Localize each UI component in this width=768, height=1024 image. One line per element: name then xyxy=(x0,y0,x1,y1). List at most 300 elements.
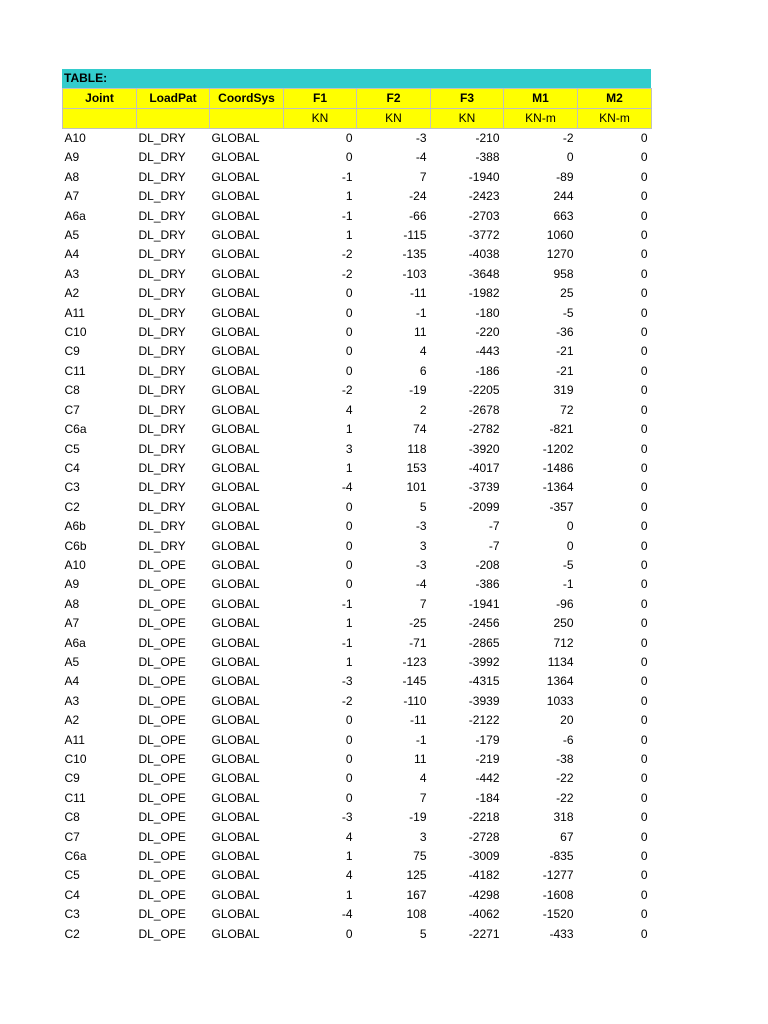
loadpat-cell: DL_DRY xyxy=(138,189,186,204)
joint-cell: A9 xyxy=(64,150,80,165)
joint-cell: C6a xyxy=(64,849,87,864)
loadpat-cell: DL_DRY xyxy=(138,460,186,475)
joint-cell: A2 xyxy=(64,713,80,728)
header-m2: M2 xyxy=(578,89,652,109)
f1-cell: 0 xyxy=(345,577,353,592)
loadpat-cell: DL_DRY xyxy=(138,441,186,456)
joint-cell: C4 xyxy=(64,460,80,475)
f2-cell: 7 xyxy=(419,169,427,184)
m1-cell: -1608 xyxy=(542,887,574,902)
m1-cell: 1134 xyxy=(547,654,574,669)
unit-loadpat xyxy=(137,109,210,129)
f3-cell: -2218 xyxy=(468,810,500,825)
table-row xyxy=(63,342,652,361)
coordsys-cell: GLOBAL xyxy=(211,810,260,825)
f1-cell: 1 xyxy=(345,460,353,475)
f1-cell: -1 xyxy=(341,169,353,184)
units-row xyxy=(63,109,652,129)
f1-cell: 0 xyxy=(345,150,353,165)
loadpat-cell: DL_DRY xyxy=(138,228,186,243)
table-row xyxy=(63,362,652,381)
coordsys-cell: GLOBAL xyxy=(211,460,260,475)
f3-cell: -3939 xyxy=(468,693,500,708)
joint-cell: A10 xyxy=(64,131,86,145)
loadpat-cell: DL_DRY xyxy=(138,208,186,223)
coordsys-cell: GLOBAL xyxy=(211,790,260,805)
loadpat-cell: DL_DRY xyxy=(138,519,186,534)
table-row xyxy=(63,769,652,788)
f3-cell: -2703 xyxy=(468,208,500,223)
m1-cell: -1277 xyxy=(542,868,574,883)
m1-cell: 250 xyxy=(553,616,574,631)
f1-cell: 0 xyxy=(345,538,353,553)
joint-cell: A3 xyxy=(64,266,80,281)
m1-cell: 0 xyxy=(566,150,574,165)
results-sheet xyxy=(62,69,651,944)
coordsys-cell: GLOBAL xyxy=(211,266,260,281)
f3-cell: -2271 xyxy=(468,926,500,941)
m2-cell: 0 xyxy=(640,189,648,204)
m1-cell: -2 xyxy=(562,131,574,145)
m2-cell: 0 xyxy=(640,635,648,650)
m2-cell: 0 xyxy=(640,732,648,747)
f2-cell: 167 xyxy=(406,887,427,902)
f2-cell: -103 xyxy=(402,266,427,281)
table-row xyxy=(63,653,652,672)
m2-cell: 0 xyxy=(640,363,648,378)
joint-cell: C5 xyxy=(64,868,80,883)
loadpat-cell: DL_OPE xyxy=(138,829,186,844)
coordsys-cell: GLOBAL xyxy=(211,538,260,553)
coordsys-cell: GLOBAL xyxy=(211,596,260,611)
m1-cell: -1 xyxy=(562,577,574,592)
f3-cell: -3772 xyxy=(468,228,500,243)
table-row xyxy=(63,245,652,264)
loadpat-cell: DL_OPE xyxy=(138,635,186,650)
coordsys-cell: GLOBAL xyxy=(211,402,260,417)
header-joint: Joint xyxy=(63,89,137,109)
f1-cell: 4 xyxy=(345,868,353,883)
m2-cell: 0 xyxy=(640,305,648,320)
coordsys-cell: GLOBAL xyxy=(211,926,260,941)
f1-cell: 0 xyxy=(345,752,353,766)
m1-cell: 244 xyxy=(553,189,574,204)
m2-cell: 0 xyxy=(640,441,648,456)
table-row xyxy=(63,537,652,556)
joint-cell: C6b xyxy=(64,538,87,553)
loadpat-cell: DL_DRY xyxy=(138,286,186,301)
m2-cell: 0 xyxy=(640,577,648,592)
m1-cell: -1520 xyxy=(542,907,574,922)
m1-cell: -357 xyxy=(549,499,574,514)
f2-cell: 6 xyxy=(419,363,427,378)
m1-cell: -89 xyxy=(556,169,574,184)
coordsys-cell: GLOBAL xyxy=(211,577,260,592)
f2-cell: -1 xyxy=(415,732,427,747)
table-row xyxy=(63,517,652,536)
m1-cell: -22 xyxy=(556,790,574,805)
m2-cell: 0 xyxy=(640,519,648,534)
f1-cell: 3 xyxy=(345,441,353,456)
joint-cell: A11 xyxy=(64,305,85,320)
m2-cell: 0 xyxy=(640,887,648,902)
f3-cell: -3009 xyxy=(468,849,500,864)
m1-cell: 958 xyxy=(553,266,574,281)
m2-cell: 0 xyxy=(640,344,648,359)
joint-cell: A6a xyxy=(64,635,86,650)
table-row xyxy=(63,168,652,187)
m1-cell: -21 xyxy=(556,363,574,378)
loadpat-cell: DL_OPE xyxy=(138,577,186,592)
joint-cell: A8 xyxy=(64,596,80,611)
m2-cell: 0 xyxy=(640,771,648,786)
m2-cell: 0 xyxy=(640,868,648,883)
coordsys-cell: GLOBAL xyxy=(211,616,260,631)
loadpat-cell: DL_DRY xyxy=(138,363,186,378)
f3-cell: -4315 xyxy=(468,674,500,689)
f2-cell: -11 xyxy=(410,286,427,301)
m1-cell: 712 xyxy=(553,635,574,650)
joint-cell: A4 xyxy=(64,674,80,689)
f1-cell: 0 xyxy=(345,771,353,786)
table-row xyxy=(63,595,652,614)
loadpat-cell: DL_DRY xyxy=(138,266,186,281)
m2-cell: 0 xyxy=(640,907,648,922)
coordsys-cell: GLOBAL xyxy=(211,131,260,145)
f3-cell: -2456 xyxy=(468,616,500,631)
m2-cell: 0 xyxy=(640,169,648,184)
m1-cell: -1486 xyxy=(542,460,574,475)
coordsys-cell: GLOBAL xyxy=(211,868,260,883)
header-f1: F1 xyxy=(284,89,357,109)
coordsys-cell: GLOBAL xyxy=(211,422,260,437)
header-m1: M1 xyxy=(504,89,578,109)
m1-cell: -96 xyxy=(556,596,574,611)
f3-cell: -219 xyxy=(475,752,500,766)
f3-cell: -2865 xyxy=(468,635,500,650)
joint-cell: A10 xyxy=(64,557,86,572)
f3-cell: -2782 xyxy=(468,422,500,437)
f2-cell: -19 xyxy=(409,810,427,825)
loadpat-cell: DL_OPE xyxy=(138,771,186,786)
m2-cell: 0 xyxy=(640,325,648,340)
joint-cell: C11 xyxy=(64,363,86,378)
m2-cell: 0 xyxy=(640,538,648,553)
table-row xyxy=(63,420,652,439)
joint-cell: C4 xyxy=(64,887,80,902)
m1-cell: 1060 xyxy=(546,228,574,243)
f2-cell: 7 xyxy=(419,790,427,805)
f1-cell: -4 xyxy=(341,907,353,922)
unit-f3: KN xyxy=(431,109,504,129)
f2-cell: -110 xyxy=(403,693,427,708)
f2-cell: -135 xyxy=(402,247,427,262)
m2-cell: 0 xyxy=(640,383,648,398)
coordsys-cell: GLOBAL xyxy=(211,325,260,340)
coordsys-cell: GLOBAL xyxy=(211,519,260,534)
loadpat-cell: DL_DRY xyxy=(138,247,186,262)
coordsys-cell: GLOBAL xyxy=(211,654,260,669)
m1-cell: 319 xyxy=(553,383,574,398)
coordsys-cell: GLOBAL xyxy=(211,441,260,456)
table-row xyxy=(63,789,652,808)
f3-cell: -186 xyxy=(475,363,500,378)
loadpat-cell: DL_DRY xyxy=(138,325,186,340)
f1-cell: 0 xyxy=(345,790,353,805)
f3-cell: -2678 xyxy=(468,402,500,417)
f2-cell: -3 xyxy=(415,557,427,572)
f3-cell: -2423 xyxy=(468,189,500,204)
joint-cell: C2 xyxy=(64,499,80,514)
m1-cell: 663 xyxy=(553,208,574,223)
m2-cell: 0 xyxy=(640,228,648,243)
table-row xyxy=(63,148,652,167)
f3-cell: -184 xyxy=(475,790,500,805)
f2-cell: -115 xyxy=(403,228,427,243)
joint-cell: C10 xyxy=(64,752,87,766)
f1-cell: 1 xyxy=(345,189,353,204)
f1-cell: -1 xyxy=(341,635,353,650)
coordsys-cell: GLOBAL xyxy=(211,189,260,204)
table-row xyxy=(63,265,652,284)
f2-cell: 3 xyxy=(419,829,427,844)
m1-cell: 1033 xyxy=(546,693,574,708)
coordsys-cell: GLOBAL xyxy=(211,674,260,689)
m2-cell: 0 xyxy=(640,286,648,301)
joint-cell: C6a xyxy=(64,422,87,437)
f2-cell: -145 xyxy=(402,674,427,689)
m1-cell: -38 xyxy=(556,752,574,766)
joint-cell: A4 xyxy=(64,247,80,262)
f2-cell: 7 xyxy=(419,596,427,611)
table-row xyxy=(63,731,652,750)
joint-cell: A6b xyxy=(64,519,86,534)
table-row xyxy=(63,828,652,847)
f1-cell: 4 xyxy=(345,829,353,844)
f1-cell: 0 xyxy=(345,926,353,941)
f2-cell: -123 xyxy=(402,654,427,669)
f2-cell: 5 xyxy=(419,926,427,941)
unit-m2: KN-m xyxy=(578,109,652,129)
table-row xyxy=(63,284,652,303)
f2-cell: -4 xyxy=(415,150,427,165)
f3-cell: -2099 xyxy=(468,499,500,514)
f2-cell: 11 xyxy=(414,325,427,340)
m2-cell: 0 xyxy=(640,616,648,631)
joint-cell: A5 xyxy=(64,228,80,243)
m1-cell: -36 xyxy=(556,325,574,340)
joint-cell: C3 xyxy=(64,907,80,922)
joint-cell: A2 xyxy=(64,286,80,301)
f2-cell: 75 xyxy=(413,849,427,864)
coordsys-cell: GLOBAL xyxy=(211,907,260,922)
f1-cell: -4 xyxy=(341,480,353,495)
f2-cell: -66 xyxy=(409,208,427,223)
m2-cell: 0 xyxy=(640,713,648,728)
m1-cell: 67 xyxy=(560,829,574,844)
m2-cell: 0 xyxy=(640,849,648,864)
loadpat-cell: DL_OPE xyxy=(138,693,186,708)
table-row xyxy=(63,925,652,944)
table-row xyxy=(63,750,652,769)
loadpat-cell: DL_DRY xyxy=(138,383,186,398)
m1-cell: 1364 xyxy=(546,674,574,689)
f3-cell: -442 xyxy=(475,771,500,786)
table-row xyxy=(63,614,652,633)
table-row xyxy=(63,886,652,905)
f2-cell: 74 xyxy=(413,422,427,437)
f2-cell: 125 xyxy=(406,868,427,883)
f2-cell: 4 xyxy=(419,771,427,786)
f3-cell: -4182 xyxy=(468,868,500,883)
f1-cell: 0 xyxy=(345,557,353,572)
coordsys-cell: GLOBAL xyxy=(211,286,260,301)
f3-cell: -3648 xyxy=(468,266,500,281)
f3-cell: -4038 xyxy=(468,247,500,262)
table-row xyxy=(63,381,652,400)
loadpat-cell: DL_DRY xyxy=(138,150,186,165)
table-row xyxy=(63,711,652,730)
f3-cell: -180 xyxy=(475,305,500,320)
f2-cell: 101 xyxy=(406,480,427,495)
unit-joint xyxy=(63,109,137,129)
loadpat-cell: DL_OPE xyxy=(138,887,186,902)
joint-cell: A7 xyxy=(64,616,80,631)
f1-cell: -1 xyxy=(341,208,353,223)
loadpat-cell: DL_OPE xyxy=(138,674,186,689)
loadpat-cell: DL_OPE xyxy=(138,926,186,941)
joint-cell: C10 xyxy=(64,325,87,340)
table-row xyxy=(63,847,652,866)
loadpat-cell: DL_DRY xyxy=(138,169,186,184)
m2-cell: 0 xyxy=(640,150,648,165)
coordsys-cell: GLOBAL xyxy=(211,693,260,708)
f1-cell: -2 xyxy=(341,383,353,398)
f2-cell: -3 xyxy=(415,519,427,534)
table-row xyxy=(63,304,652,323)
coordsys-cell: GLOBAL xyxy=(211,713,260,728)
f3-cell: -208 xyxy=(475,557,500,572)
unit-m1: KN-m xyxy=(504,109,578,129)
f1-cell: 0 xyxy=(345,519,353,534)
m1-cell: 1270 xyxy=(546,247,574,262)
loadpat-cell: DL_DRY xyxy=(138,131,186,145)
joint-cell: C9 xyxy=(64,344,80,359)
f1-cell: 1 xyxy=(345,422,353,437)
f2-cell: -4 xyxy=(415,577,427,592)
m1-cell: -6 xyxy=(562,732,574,747)
coordsys-cell: GLOBAL xyxy=(211,480,260,495)
loadpat-cell: DL_OPE xyxy=(138,596,186,611)
m1-cell: 318 xyxy=(553,810,574,825)
f3-cell: -4062 xyxy=(468,907,500,922)
coordsys-cell: GLOBAL xyxy=(211,344,260,359)
f1-cell: 1 xyxy=(345,616,353,631)
joint-cell: A3 xyxy=(64,693,80,708)
f3-cell: -1982 xyxy=(468,286,500,301)
header-loadpat: LoadPat xyxy=(137,89,210,109)
m2-cell: 0 xyxy=(640,596,648,611)
f2-cell: 11 xyxy=(414,752,427,766)
loadpat-cell: DL_OPE xyxy=(138,810,186,825)
f3-cell: -7 xyxy=(488,538,500,553)
table-row xyxy=(63,459,652,478)
m1-cell: -22 xyxy=(556,771,574,786)
m2-cell: 0 xyxy=(640,926,648,941)
table-row xyxy=(63,556,652,575)
f3-cell: -388 xyxy=(475,150,500,165)
joint-cell: C8 xyxy=(64,810,80,825)
f3-cell: -220 xyxy=(475,325,500,340)
m1-cell: -433 xyxy=(549,926,574,941)
joint-cell: A7 xyxy=(64,189,80,204)
f1-cell: -3 xyxy=(341,674,353,689)
m2-cell: 0 xyxy=(640,557,648,572)
joint-cell: A9 xyxy=(64,577,80,592)
table-row xyxy=(63,808,652,827)
m1-cell: 25 xyxy=(560,286,574,301)
f1-cell: 0 xyxy=(345,325,353,340)
coordsys-cell: GLOBAL xyxy=(211,169,260,184)
loadpat-cell: DL_OPE xyxy=(138,907,186,922)
f1-cell: 0 xyxy=(345,286,353,301)
f2-cell: 108 xyxy=(406,907,427,922)
m1-cell: -1364 xyxy=(542,480,574,495)
loadpat-cell: DL_DRY xyxy=(138,422,186,437)
coordsys-cell: GLOBAL xyxy=(211,499,260,514)
m1-cell: -21 xyxy=(556,344,574,359)
coordsys-cell: GLOBAL xyxy=(211,732,260,747)
table-row xyxy=(63,498,652,517)
joint-cell: A8 xyxy=(64,169,80,184)
f1-cell: -2 xyxy=(341,247,353,262)
f3-cell: -2122 xyxy=(468,713,500,728)
loadpat-cell: DL_DRY xyxy=(138,344,186,359)
f1-cell: 1 xyxy=(345,849,353,864)
m2-cell: 0 xyxy=(640,402,648,417)
table-row xyxy=(63,226,652,245)
loadpat-cell: DL_OPE xyxy=(138,752,186,766)
f2-cell: -3 xyxy=(415,131,427,145)
f3-cell: -179 xyxy=(475,732,500,747)
f2-cell: 4 xyxy=(419,344,427,359)
m2-cell: 0 xyxy=(640,654,648,669)
f2-cell: 5 xyxy=(419,499,427,514)
coordsys-cell: GLOBAL xyxy=(211,771,260,786)
loadpat-cell: DL_DRY xyxy=(138,538,186,553)
f2-cell: 118 xyxy=(407,441,427,456)
m2-cell: 0 xyxy=(640,480,648,495)
m2-cell: 0 xyxy=(640,131,648,145)
m2-cell: 0 xyxy=(640,829,648,844)
f3-cell: -4298 xyxy=(468,887,500,902)
m2-cell: 0 xyxy=(640,460,648,475)
loadpat-cell: DL_OPE xyxy=(138,849,186,864)
coordsys-cell: GLOBAL xyxy=(211,829,260,844)
coordsys-cell: GLOBAL xyxy=(211,208,260,223)
joint-cell: C2 xyxy=(64,926,80,941)
coordsys-cell: GLOBAL xyxy=(211,247,260,262)
joint-cell: A5 xyxy=(64,654,80,669)
f1-cell: -1 xyxy=(341,596,353,611)
f2-cell: 3 xyxy=(419,538,427,553)
m2-cell: 0 xyxy=(640,247,648,262)
loadpat-cell: DL_OPE xyxy=(138,654,186,669)
m2-cell: 0 xyxy=(640,499,648,514)
table-row xyxy=(63,187,652,206)
f3-cell: -386 xyxy=(475,577,500,592)
loadpat-cell: DL_DRY xyxy=(138,480,186,495)
